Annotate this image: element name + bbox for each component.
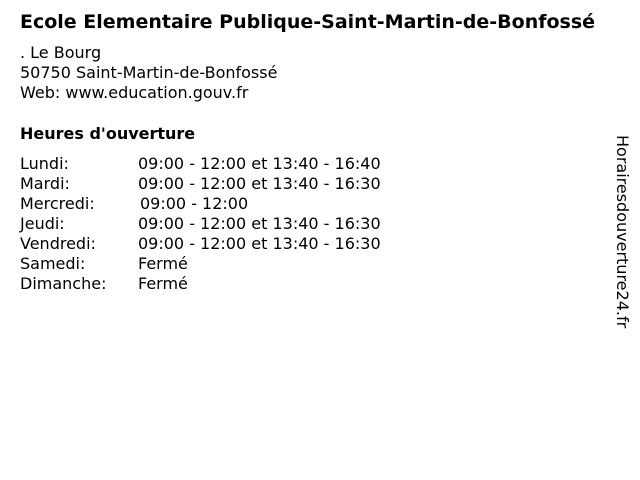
address-line-city: 50750 Saint-Martin-de-Bonfossé <box>20 63 278 82</box>
day-label: Jeudi: <box>20 214 65 233</box>
address-line-street: . Le Bourg <box>20 43 102 62</box>
day-label: Lundi: <box>20 154 69 173</box>
website-line: Web: www.education.gouv.fr <box>20 83 249 102</box>
day-label: Samedi: <box>20 254 86 273</box>
time-value: 09:00 - 12:00 <box>140 194 249 213</box>
time-value: Fermé <box>138 254 188 273</box>
day-label: Mercredi: <box>20 194 95 213</box>
time-value: 09:00 - 12:00 et 13:40 - 16:30 <box>138 234 381 253</box>
time-value: Fermé <box>138 274 188 293</box>
opening-hours-heading: Heures d'ouverture <box>20 124 196 143</box>
site-watermark: Horairesdouverture24.fr <box>613 135 632 329</box>
school-name: Ecole Elementaire Publique-Saint-Martin-de-Bonfossé <box>20 11 596 33</box>
time-value: 09:00 - 12:00 et 13:40 - 16:30 <box>138 214 381 233</box>
day-label: Mardi: <box>20 174 70 193</box>
day-label: Dimanche: <box>20 274 107 293</box>
time-value: 09:00 - 12:00 et 13:40 - 16:40 <box>138 154 381 173</box>
address-block <box>20 43 277 103</box>
day-label: Vendredi: <box>20 234 96 253</box>
time-value: 09:00 - 12:00 et 13:40 - 16:30 <box>138 174 381 193</box>
